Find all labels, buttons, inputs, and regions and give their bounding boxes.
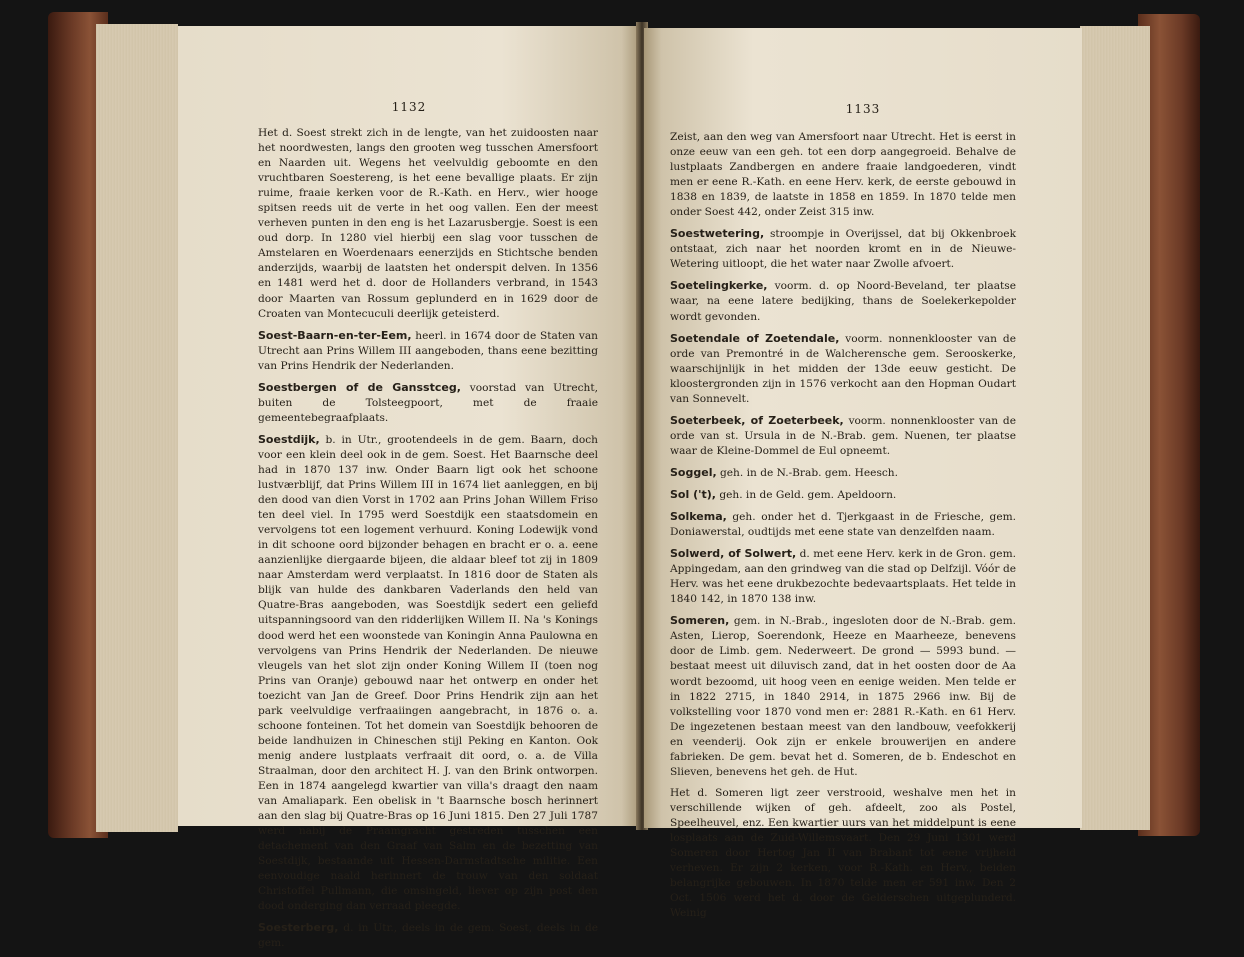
right-page [644, 28, 1082, 920]
entry-text: d. in Utr., deels in de gem. Soest, deels in de gem. [258, 922, 598, 950]
entry-headword: Someren, [670, 614, 730, 628]
entry-text: Het d. Someren ligt zeer verstrooid, weshalve men het in verschillende wijken of geh. afdeelt, zoo als Postel, Speelheuvel, enz. Een kwartier uurs van het middelpunt is eene losplaats aan de Zuid-Willemsvaart. Den 29 Juni 1301 werd Someren door Hertog Jan II van Brabant tot eene vrijheid verheven. Er zijn 2 kerken, voor R.-Kath. en Herv., beiden belangrijke gebouwen. In 1870 telde men er 591 inw. Den 2 Oct. 1506 werd het d. door de Gelderschen uitgeplunderd. Weinig [670, 786, 1016, 920]
entry-text: geh. in de N.-Brab. gem. Heesch. [716, 466, 899, 479]
page-edges-left [96, 24, 178, 832]
entry-text: heerl. in 1674 door de Staten van Utrecht aan Prins Willem III aangeboden, thans eene bezitting van Prins Hendrik der Nederlanden. [258, 329, 598, 372]
entry-headword: Soesterberg, [258, 921, 339, 935]
entry-text: geh. in de Geld. gem. Apeldoorn. [715, 488, 897, 501]
entry-text: voorstad van Utrecht, buiten de Tolsteegpoort, met de fraaie gemeentebegraafplaats. [258, 381, 598, 424]
page-number: 1132 [391, 100, 427, 114]
paragraph [670, 278, 1016, 324]
paragraph [670, 487, 1016, 503]
paragraph [670, 509, 1016, 540]
entry-text: d. met eene Herv. kerk in de Gron. gem. Appingedam, aan den grindweg van die stad op Delfzijl. Vóór de Herv. was het eene drukbezochte bedevaartsplaats. Het telde in 1840 142, in 1870 138 inw. [670, 548, 1016, 606]
paragraph [670, 465, 1016, 481]
paragraph [670, 331, 1016, 407]
entry-text: Zeist, aan den weg van Amersfoort naar Utrecht. Het is eerst in onze eeuw van een geh. tot een dorp aangegroeid. Behalve de lustplaats Zandbergen en andere fraaie landgoederen, vindt men er eene R.-Kath. en eene Herv. kerk, de eerste gebouwd in 1838 en 1839, de laatste in 1858 en 1859. In 1870 telde men onder Soest 442, onder Zeist 315 inw. [670, 131, 1016, 219]
entry-headword: Soggel, [670, 465, 717, 479]
paragraph [258, 380, 598, 426]
entry-headword: Sol ('t), [670, 487, 716, 501]
right-page-text [670, 130, 1016, 927]
paragraph [670, 226, 1016, 272]
page-number: 1133 [845, 102, 881, 116]
paragraph [258, 432, 598, 915]
entry-headword: Soetendale of Zoetendale, [670, 331, 840, 345]
entry-headword: Soestbergen of de Gansstceg, [258, 380, 461, 394]
page-edges-right [1080, 26, 1150, 830]
entry-headword: Soestdijk, [258, 432, 320, 446]
entry-text: voorm. nonnenklooster van de orde van Premontré in de Walcherensche gem. Serooskerke, waarschijnlijk in het midden der 13de eeuw gesticht. De kloostergronden zijn in 1576 verkocht aan den Hopman Oudart van Sonnevelt. [670, 332, 1016, 405]
paragraph [670, 786, 1016, 921]
paragraph [670, 413, 1016, 459]
paragraph [670, 546, 1016, 607]
paragraph [258, 920, 598, 951]
entry-text: Het d. Soest strekt zich in de lengte, van het zuidoosten naar het noordwesten, langs den grooten weg tusschen Amersfoort en Naarden uit. Wegens het veelvuldig geboomte en den vruchtbaren Soestereng, is het eene bevallige plaats. Er zijn ruime, fraaie kerken voor de R.-Kath. en Herv., wier hooge spitsen reeds uit de verte in het oog vallen. Een der meest verheven punten in den eng is het Lazarusbergje. Soest is een oud dorp. In 1280 viel hierbij een slag voor tusschen de Amstelaren en Woerdenaars eenerzijds en Stichtsche benden anderzijds, waarbij de laatsten het onderspit delven. In 1356 en 1481 werd het d. door de Hollanders verbrand, in 1543 door Maarten van Rossum geplunderd en in 1629 door de Croaten van Montecuculi deerlijk geteisterd. [258, 127, 598, 320]
paragraph [670, 130, 1016, 220]
entry-text: geh. onder het d. Tjerkgaast in de Friesche, gem. Doniawerstal, oudtijds met eene state van denzelfden naam. [670, 511, 1016, 539]
left-page [178, 26, 640, 950]
entry-text: b. in Utr., grootendeels in de gem. Baarn, doch voor een klein deel ook in de gem. Soest. Het Baarnsche deel had in 1870 137 inw. Onder Baarn ligt ook het schoone lustværblijf, dat Prins Willem III in 1674 liet aanleggen, en bij den dood van dien Vorst in 1702 aan Prins Johan Willem Friso ten deel viel. In 1795 werd Soestdijk een staatsdomein en vervolgens tot een logement verhuurd. Koning Lodewijk vond in dit schoone oord bijzonder behagen en bracht er o. a. eene aanzienlijke diergaarde bijeen, die aldaar bleef tot zij in 1809 naar Amsterdam werd verplaatst. In 1816 door de Staten als blijk van hulde des dankbaren Vaderlands den held van Quatre-Bras aangeboden, was Soestdijk sedert een geliefd uitspanningsoord van den ridderlijken Willem II. Na 's Konings dood werd het een woonstede van Koningin Anna Paulowna en vervolgens van Prins Hendrik der Nederlanden. De nieuwe vleugels van het slot zijn onder Koning Willem II (toen nog Prins van Oranje) gebouwd naar het ontwerp en onder het toezicht van Jan de Greef. Door Prins Hendrik zijn aan het park veelvuldige verfraaiingen aangebracht, in 1876 o. a. schoone fonteinen. Tot het domein van Soestdijk behooren de beide landhuizen in Chineschen stijl Peking en Kanton. Ook menig andere lustplaats verfraait dit oord, o. a. de Villa Straalman, door den architect H. J. van den Brink ontworpen. Een in 1874 aangelegd kwartier van villa's draagt den naam van Amaliapark. Een obelisk in 't Baarnsche bosch herinnert aan den slag bij Quatre-Bras op 16 Juni 1815. Den 27 Juli 1787 werd nabij de Praamgracht gestreden tusschen een detachement van den Graaf van Salm en de bezetting van Soestdijk, bestaande uit Hessen-Darmstadtsche militie. Een eenvoudige naald herinnert de trouw van den soldaat Christoffel Pullmann, die omsingeld, liever op zijn post den dood onderging dan verraad pleegde. [258, 433, 598, 913]
entry-text: gem. in N.-Brab., ingesloten door de N.-Brab. gem. Asten, Lierop, Soerendonk, Heeze en Maarheeze, benevens door de Limb. gem. Nederweert. De grond — 5993 bund. — bestaat meest uit diluvisch zand, dat in het oosten door de Aa wordt bezoomd, uit hoog veen en eenige weiden. Men telde er in 1822 2715, in 1840 2914, in 1875 2966 inw. Bij de volkstelling voor 1870 vond men er: 2881 R.-Kath. en 61 Herv. De ingezetenen bestaan meest van den landbouw, veefokkerij en veenderij. Ook zijn er enkele brouwerijen en andere fabrieken. De gem. bevat het d. Someren, de b. Endeschot en Slieven, benevens het geh. de Hut. [670, 615, 1016, 778]
left-page-text [258, 126, 598, 957]
paragraph [258, 126, 598, 322]
paragraph [258, 328, 598, 374]
entry-headword: Soestwetering, [670, 227, 765, 241]
entry-text: voorm. d. op Noord-Beveland, ter plaatse waar, na eene latere bedijking, thans de Soelekerkepolder wordt gevonden. [670, 280, 1016, 323]
entry-headword: Solwerd, of Solwert, [670, 547, 797, 561]
paragraph [670, 613, 1016, 780]
entry-headword: Soetelingkerke, [670, 279, 768, 293]
entry-headword: Solkema, [670, 510, 727, 524]
entry-text: voorm. nonnenklooster van de orde van st. Ursula in de N.-Brab. gem. Nuenen, ter plaatse waar de Kleine-Dommel de Eul opneemt. [670, 414, 1016, 457]
entry-headword: Soest-Baarn-en-ter-Eem, [258, 328, 412, 342]
entry-headword: Soeterbeek, of Zoeterbeek, [670, 413, 844, 427]
entry-text: stroompje in Overijssel, dat bij Okkenbroek ontstaat, zich naar het noorden kromt en in de Nieuwe-Wetering uitloopt, die het water naar Zwolle afvoert. [670, 228, 1016, 271]
